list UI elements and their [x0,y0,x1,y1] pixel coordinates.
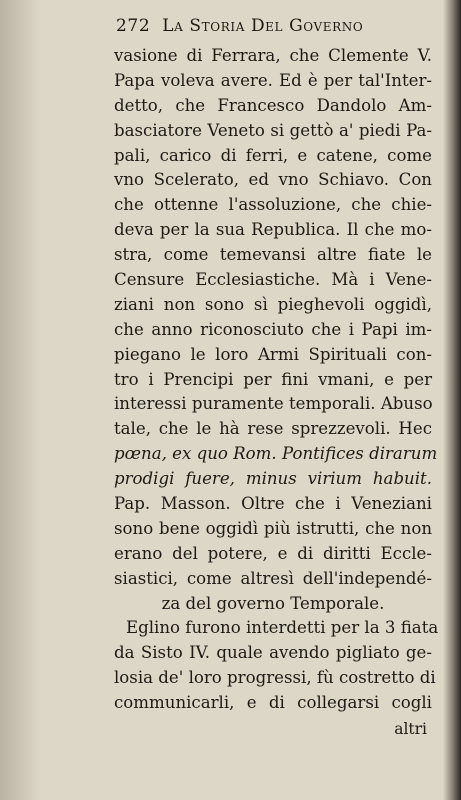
text-line: Censure Ecclesiastiche. Mà i Vene- [114,270,432,290]
running-title: La Storia Del Governo [162,16,364,36]
text-line: vasione di Ferrara, che Clemente V. [114,46,432,65]
text-line: da Sisto IV. quale avendo pigliato ge- [114,643,432,663]
page-gutter-shadow [0,0,40,800]
text-line: za del governo Temporale. [161,593,385,613]
text-line: interessi puramente temporali. Abuso [114,394,433,414]
page-number: 272 [116,16,151,36]
catchword: altri [394,720,427,738]
page-edge-shadow [443,0,461,800]
text-line: ziani non sono sì pieghevoli oggidì, [114,294,432,314]
text-line: vno Scelerato, ed vno Schiavo. Con [114,170,432,190]
latin-quote-line: pœna, ex quo Rom. Pontifices dirarum [114,444,438,464]
text-line: siastici, come altresì dell'independé- [114,568,432,588]
text-line: piegano le loro Armi Spirituali con- [114,344,432,364]
text-line: erano del potere, e di diritti Eccle- [114,543,432,563]
running-header [116,16,363,36]
latin-quote-line: prodigi fuere, minus virium habuit. [114,469,432,489]
text-line: tale, che le hà rese sprezzevoli. Hec [114,419,432,439]
text-line: deva per la sua Republica. Il che mo- [114,220,432,240]
body-text [114,44,439,716]
text-line: basciatore Veneto si gettò a' piedi Pa- [114,120,432,140]
text-line: tro i Prencipi per fini vmani, e per [114,369,432,389]
text-line: che ottenne l'assoluzione, che chie- [114,195,432,215]
text-line: stra, come temevansi altre fiate le [114,245,432,265]
text-line: Papa voleva avere. Ed è per tal'Inter- [114,70,432,90]
text-line: pali, carico di ferri, e catene, come [114,145,432,165]
paragraph-start-line: Eglino furono interdetti per la 3 fiata [126,618,439,638]
text-line: losia de' loro progressi, fù costretto di [114,668,436,688]
text-line: communicarli, e di collegarsi cogli [114,693,432,713]
text-line: sono bene oggidì più istrutti, che non [114,518,432,538]
text-line: che anno riconosciuto che i Papi im- [114,319,432,339]
text-line: detto, che Francesco Dandolo Am- [114,95,432,115]
text-line: Pap. Masson. Oltre che i Veneziani [114,494,432,514]
